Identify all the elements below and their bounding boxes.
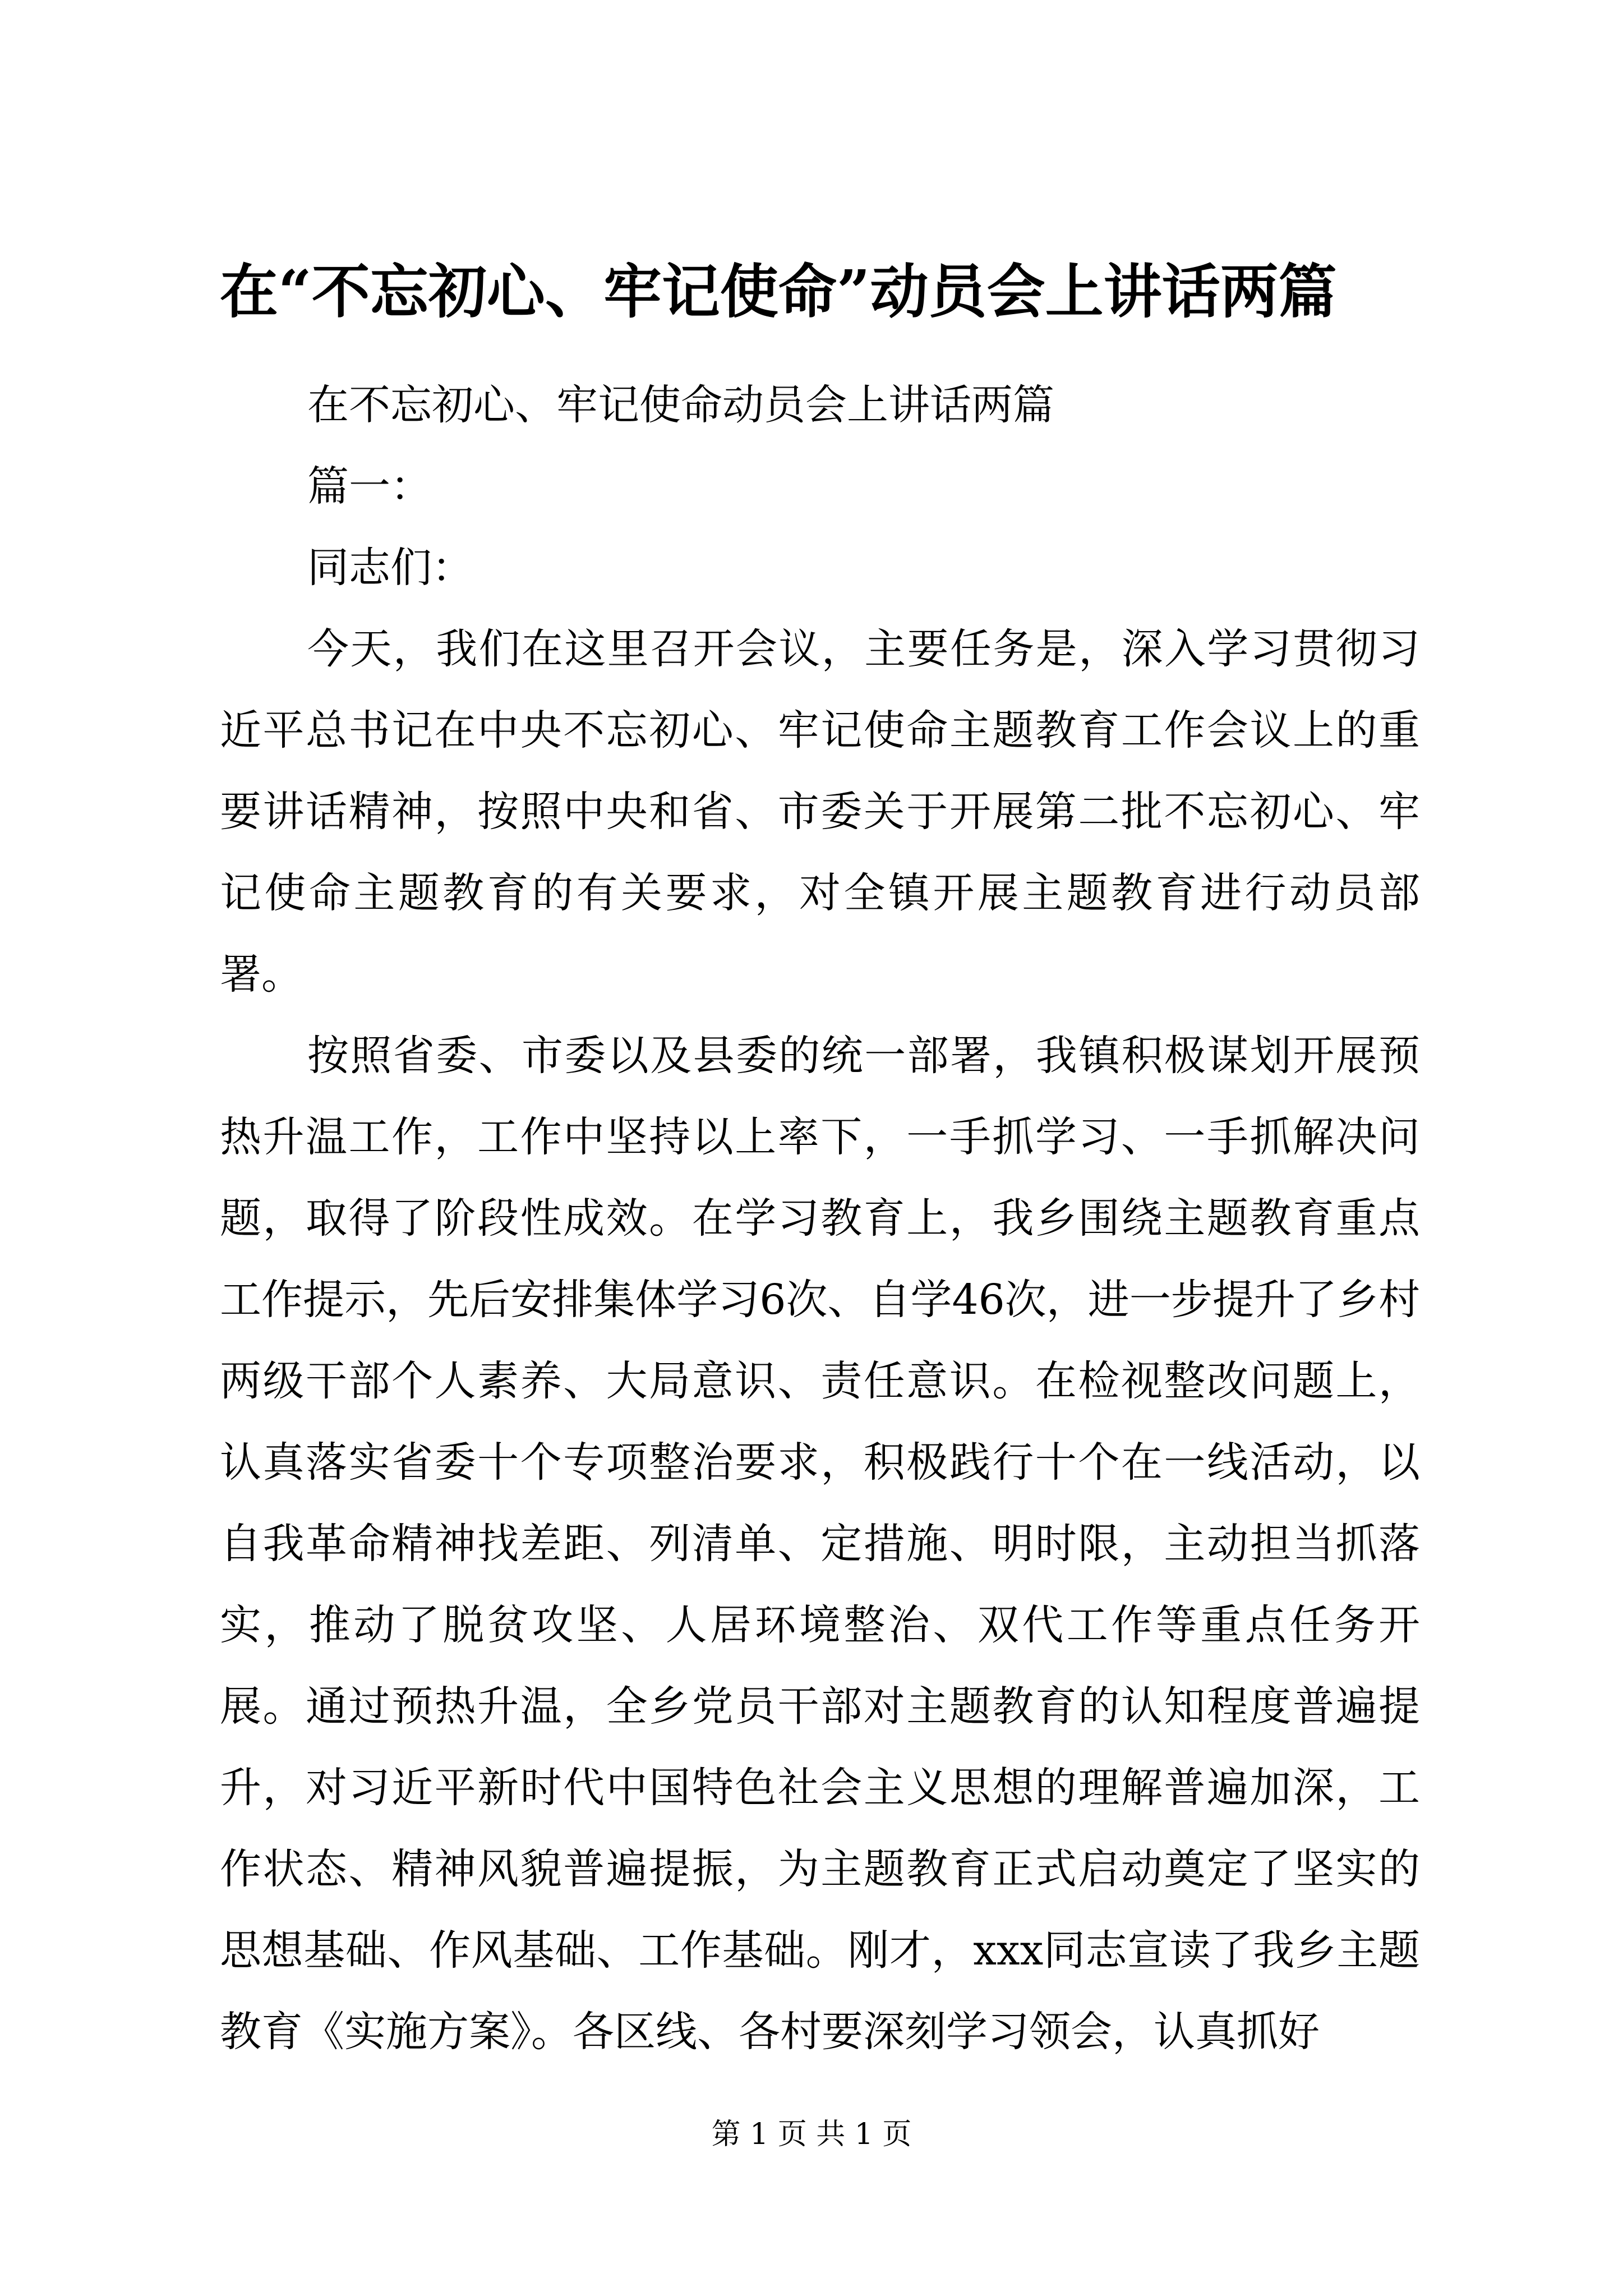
salutation: 同志们： <box>307 544 473 592</box>
section-heading: 篇一： <box>307 462 432 510</box>
body-paragraph: 按照省委、市委以及县委的统一部署，我镇积极谋划开展预热升温工作，工作中坚持以上率下，一手抓学习、一手抓解决问题，取得了阶段性成效。在学习教育上，我乡围绕主题教育重点工作提示，先后安排集体学习6次、自学46次，进一步提升了乡村两级干部个人素养、大局意识、责任意识。在检视整改问题上，认真落实省委十个专项整治要求，积极践行十个在一线活动，以自我革命精神找差距、列清单、定措施、明时限，主动担当抓落实，推动了脱贫攻坚、人居环境整治、双代工作等重点任务开展。通过预热升温，全乡党员干部对主题教育的认知程度普遍提升，对习近平新时代中国特色社会主义思想的理解普遍加深，工作状态、精神风貌普遍提振，为主题教育正式启动奠定了坚实的思想基础、作风基础、工作基础。刚才，xxx同志宣读了我乡主题教育《实施方案》。各区线、各村要深刻学习领会，认真抓好 <box>220 1032 1420 2056</box>
subtitle-paragraph: 在不忘初心、牢记使命动员会上讲话两篇 <box>307 381 1054 429</box>
document-title: 在“不忘初心、牢记使命”动员会上讲话两篇 <box>220 257 1337 326</box>
page-footer: 第 1 页 共 1 页 <box>711 2118 912 2151</box>
document-body <box>220 365 1420 2073</box>
body-paragraph: 今天，我们在这里召开会议，主要任务是，深入学习贯彻习近平总书记在中央不忘初心、牢记使命主题教育工作会议上的重要讲话精神，按照中央和省、市委关于开展第二批不忘初心、牢记使命主题教育的有关要求，对全镇开展主题教育进行动员部署。 <box>220 625 1420 999</box>
